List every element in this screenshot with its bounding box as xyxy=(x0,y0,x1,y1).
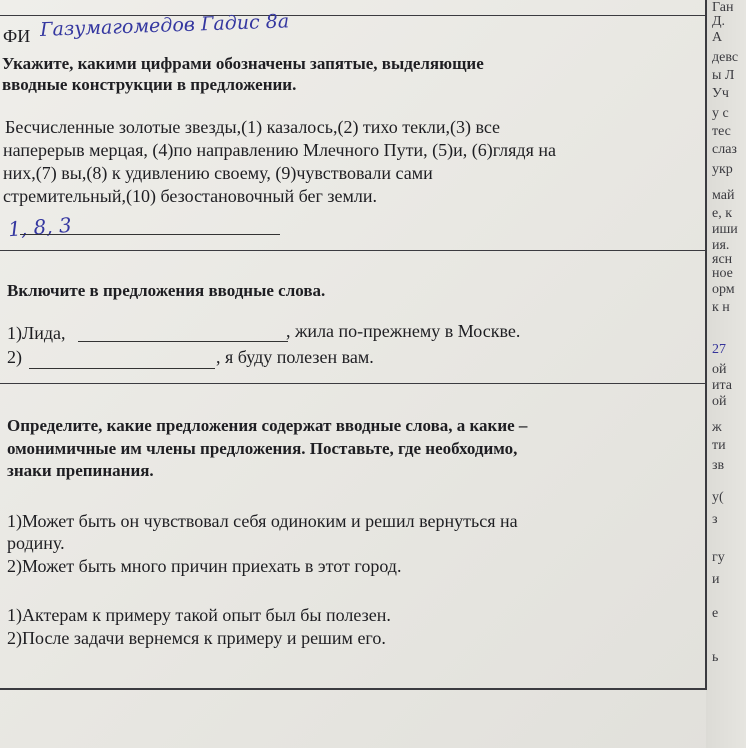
side-page-text-fragment: ита xyxy=(712,378,732,393)
task2-instruction: Включите в предложения вводные слова. xyxy=(7,281,326,300)
side-page-text-fragment: девс xyxy=(712,50,739,65)
side-page-text-fragment: Уч xyxy=(712,86,729,101)
handwritten-student-name: Газумагомедов Гадис 8а xyxy=(39,10,290,41)
task3-instruction-line2: омонимичные им члены предложения. Поставьте, где необходимо, xyxy=(7,439,518,458)
task1-instruction-line2: вводные конструкции в предложении. xyxy=(2,75,297,94)
task2-line2-start: 2) xyxy=(7,347,22,367)
answer-line xyxy=(20,234,280,235)
side-page-text-fragment: ное xyxy=(712,266,733,281)
side-page-text-fragment: гу xyxy=(712,550,725,565)
task1-sentence-line: наперерыв мерцая, (4)по направлению Млечного Пути, (5)и, (6)глядя на xyxy=(3,140,556,160)
task2-line1-start: 1)Лида, xyxy=(7,323,66,343)
side-page-text-fragment: А xyxy=(712,30,723,45)
row-divider-2 xyxy=(0,383,707,384)
side-page-text-fragment: Д. xyxy=(712,14,726,29)
side-page-text-fragment: е xyxy=(712,606,719,621)
task3-item: 1)Актерам к примеру такой опыт был бы полезен. xyxy=(7,605,391,625)
side-page-text-fragment: укр xyxy=(712,162,733,177)
task3-item: 2)После задачи вернемся к примеру и решим его. xyxy=(7,628,386,648)
adjacent-page-edge xyxy=(706,0,746,748)
side-page-text-fragment: 27 xyxy=(712,342,726,357)
task1-sentence-line: них,(7) вы,(8) к удивлению своему, (9)чувствовали сами xyxy=(3,163,433,183)
task1-sentence-line: Бесчисленные золотые звезды,(1) казалось,(2) тихо текли,(3) все xyxy=(5,117,501,137)
side-page-text-fragment: ти xyxy=(712,438,726,453)
task1-sentence-line: стремительный,(10) безостановочный бег земли. xyxy=(3,186,377,206)
side-page-text-fragment: ж xyxy=(712,420,722,435)
side-page-text-fragment: у( xyxy=(712,490,724,505)
side-page-text-fragment: ой xyxy=(712,362,727,377)
side-page-text-fragment: зв xyxy=(712,458,725,473)
side-page-text-fragment: Ган xyxy=(712,0,734,15)
side-page-text-fragment: и xyxy=(712,572,720,587)
task2-line2-end: , я буду полезен вам. xyxy=(216,347,374,367)
task3-item: 2)Может быть много причин приехать в этот город. xyxy=(7,556,402,576)
side-page-text-fragment: слаз xyxy=(712,142,737,157)
side-page-text-fragment: у с xyxy=(712,106,729,121)
side-page-text-fragment: май xyxy=(712,188,735,203)
side-page-text-fragment: к н xyxy=(712,300,730,315)
task2-blank-1 xyxy=(78,341,288,342)
side-page-text-fragment: з xyxy=(712,512,718,527)
side-page-text-fragment: орм xyxy=(712,282,735,297)
task1-instruction-line1: Укажите, какими цифрами обозначены запятые, выделяющие xyxy=(2,54,484,73)
task2-blank-2 xyxy=(29,368,215,369)
side-page-text-fragment: ы Л xyxy=(712,68,735,83)
side-page-text-fragment: ь xyxy=(712,650,719,665)
task3-item: 1)Может быть он чувствовал себя одиноким и решил вернуться на xyxy=(7,511,518,531)
side-page-text-fragment: ой xyxy=(712,394,727,409)
task3-instruction-line1: Определите, какие предложения содержат вводные слова, а какие – xyxy=(7,416,528,435)
name-label: ФИ xyxy=(3,26,31,46)
side-page-text-fragment: е, к xyxy=(712,206,733,221)
handwritten-answer: 1, 8, 3 xyxy=(7,212,73,242)
side-page-text-fragment: ясн xyxy=(712,252,733,267)
task3-item: родину. xyxy=(7,533,65,553)
side-page-text-fragment: иши xyxy=(712,222,738,237)
side-page-text-fragment: ия. xyxy=(712,238,730,253)
task3-instruction-line3: знаки препинания. xyxy=(7,461,154,480)
task2-line1-end: , жила по-прежнему в Москве. xyxy=(286,321,521,341)
side-page-text-fragment: тес xyxy=(712,124,731,139)
row-divider-1 xyxy=(0,250,707,251)
